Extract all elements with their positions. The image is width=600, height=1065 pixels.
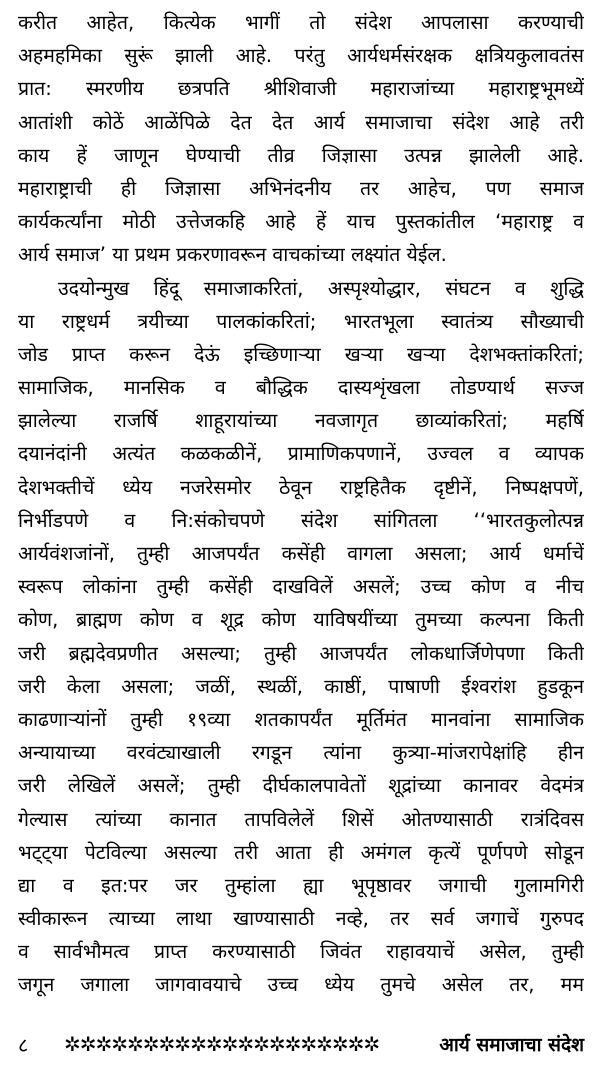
ornament-divider: ✲✲✲✲✲✲✲✲✲✲✲✲✲✲✲✲✲✲✲✲ xyxy=(64,1032,380,1056)
text-line: जरी केला असला; जळीं, स्थळीं, काष्ठीं, पाषाणी ईश्वरांश हुडकून xyxy=(18,674,584,698)
text-line: अहमहमिका सुरूं झाली आहे. परंतु आर्यधर्मसंरक्षक क्षत्रियकुलावतंस xyxy=(18,44,584,68)
text-line: देशभक्तीचें ध्येय नजरेसमोर ठेवून राष्ट्रहितैक दृष्टीनें, निष्पक्षपणें, xyxy=(18,475,584,499)
text-line: कार्यकर्त्यांना मोठी उत्तेजकहि आहे हें याच पुस्तकांतील ‘महाराष्ट्र व xyxy=(18,210,584,234)
text-line: दयानंदांनी अत्यंत कळकळीनें, प्रामाणिकपणानें, उज्वल व व्यापक xyxy=(18,442,584,466)
text-line: या राष्ट्रधर्म त्रयीच्या पालकांकरितां; भारतभूला स्वातंत्र्य सौख्याची xyxy=(18,309,584,333)
text-line: अन्यायाच्या वरवंट्याखाली रगडून त्यांना कुत्र्या-मांजरापेक्षांहि हीन xyxy=(18,741,584,765)
page-footer xyxy=(18,1030,584,1058)
text-line: जगून जगाला जागवावयाचे उच्च ध्येय तुमचे असेल तर, मम xyxy=(18,973,584,997)
text-line: आतांशी कोठें आळेंपिळे देत देत आर्य समाजाचा संदेश आहे तरी xyxy=(18,110,584,134)
text-line: काय हें जाणून घेण्याची तीव्र जिज्ञासा उत्पन्न झालेली आहे. xyxy=(18,143,584,167)
page-number: ८ xyxy=(18,1032,29,1057)
text-line: झालेल्या राजर्षि शाहूरायांच्या नवजागृत छाव्यांकरितां; महर्षि xyxy=(18,409,584,433)
text-line: निर्भीडपणे व नि:संकोचपणे संदेश सांगितला ‘‘भारतकुलोत्पन्न xyxy=(18,508,584,532)
text-line: कोण, ब्राह्मण कोण व शूद्र कोण याविषयींच्या तुमच्या कल्पना किती xyxy=(18,608,584,632)
text-line: प्रात: स्मरणीय छत्रपति श्रीशिवाजी महाराजांच्या महाराष्ट्रभूमध्यें xyxy=(18,77,584,101)
text-line: जरी लेखिलें असलें; तुम्ही दीर्घकालपावेतों शूद्रांच्या कानावर वेदमंत्र xyxy=(18,774,584,798)
text-line: गेल्यास त्यांच्या कानात तापविलेलें शिसें ओतण्यासाठी रात्रंदिवस xyxy=(18,807,584,831)
text-line: जरी ब्रह्मदेवप्रणीत असल्या; तुम्ही आजपर्यंत लोकधार्जिणेपणा किती xyxy=(18,641,584,665)
body-text xyxy=(18,6,584,1002)
text-line: जोड प्राप्त करून देऊं इच्छिणाऱ्या खऱ्या खऱ्या देशभक्तांकरितां; xyxy=(18,342,584,366)
text-line: महाराष्ट्राची ही जिज्ञासा अभिनंदनीय तर आहेच, पण समाज xyxy=(18,176,584,200)
text-line: आर्य समाज’ या प्रथम प्रकरणावरून वाचकांच्या लक्ष्यांत येईल. xyxy=(18,243,447,267)
text-line: भट्ट्या पेटविल्या असल्या तरी आता ही अमंगल कृत्यें पूर्णपणे सोडून xyxy=(18,840,584,864)
text-line: उदयोन्मुख हिंदू समाजाकरितां, अस्पृश्योद्धार, संघटन व शुद्धि xyxy=(58,276,584,300)
text-line: आर्यवंशजांनों, तुम्ही आजपर्यंत कसेंही वागला असला; आर्य धर्माचें xyxy=(18,542,584,565)
text-line: स्वीकारून त्याच्या लाथा खाण्यासाठी नव्हे, तर सर्व जगाचें गुरुपद xyxy=(18,907,584,931)
text-line: काढणाऱ्यांनों तुम्ही १९व्या शतकापर्यंत मूर्तिमंत मानवांना सामाजिक xyxy=(18,707,584,731)
text-line: द्या व इत:पर जर तुम्हांला ह्या भूपृष्ठावर जगाची गुलामगिरी xyxy=(18,873,584,897)
running-title: आर्य समाजाचा संदेश xyxy=(439,1034,584,1056)
text-line: स्वरूप लोकांना तुम्ही कसेंही दाखविलें असलें; उच्च कोण व नीच xyxy=(18,575,584,599)
text-line: सामाजिक, मानसिक व बौद्धिक दास्यशृंखला तोडण्यार्थ सज्ज xyxy=(18,376,584,400)
text-line: करीत आहेत, कित्येक भागीं तो संदेश आपलासा करण्याची xyxy=(18,11,584,34)
text-line: व सार्वभौमत्व प्राप्त करण्यासाठी जिवंत राहावयाचें असेल, तुम्ही xyxy=(18,940,584,964)
